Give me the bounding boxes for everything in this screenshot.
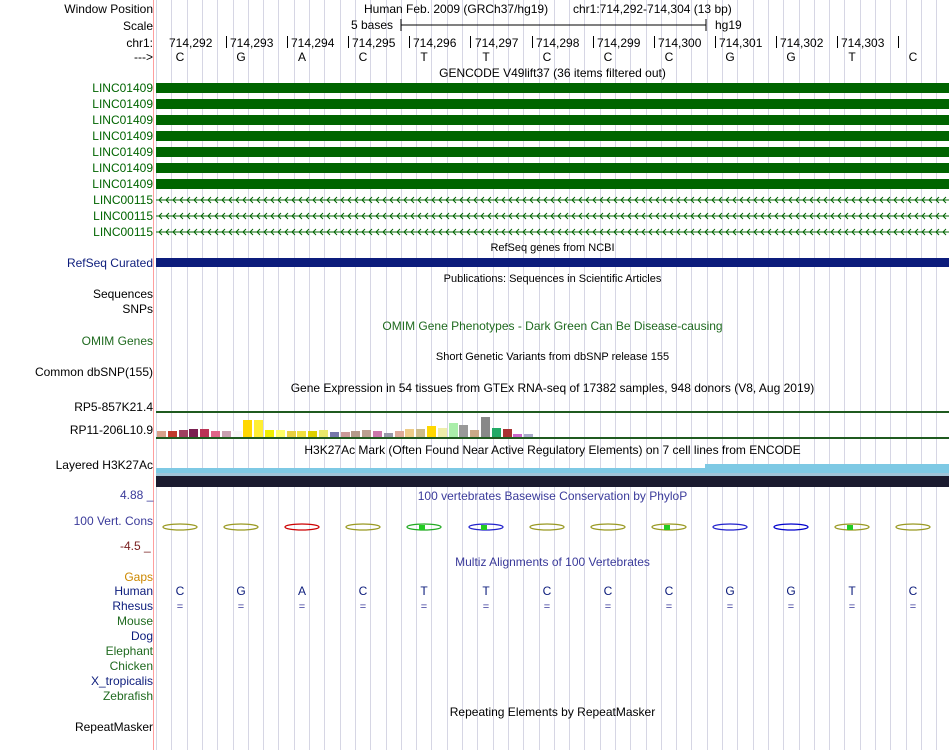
gencode-item-label[interactable]: LINC01409 [92, 113, 153, 127]
guide-line [646, 0, 647, 750]
base-letter: C [175, 50, 185, 64]
ruler-coordinate: 714,293 [230, 36, 274, 50]
phylop-base-glyph[interactable] [771, 521, 811, 541]
phylop-base-glyph[interactable] [710, 521, 750, 541]
ruler-tick [409, 36, 410, 48]
base-letter: G [786, 50, 796, 64]
guide-line [768, 0, 769, 750]
gtex-tissue-bar[interactable] [362, 430, 371, 437]
omim-genes-label[interactable]: OMIM Genes [81, 334, 153, 348]
guide-line [936, 0, 937, 750]
guide-line [630, 0, 631, 750]
gtex-tissue-bar[interactable] [427, 426, 436, 437]
gtex-tissue-bar[interactable] [459, 425, 468, 437]
rhesus-match: = [298, 601, 306, 613]
phylop-base-glyph[interactable] [282, 521, 322, 541]
guide-line [661, 0, 662, 750]
phylop-base-glyph[interactable] [160, 521, 200, 541]
h3k27ac-track-title[interactable]: H3K27Ac Mark (Often Found Near Active Regulatory Elements) on 7 cell lines from ENCODE [304, 443, 801, 457]
base-letter: C [664, 50, 674, 64]
guide-line [890, 0, 891, 750]
rhesus-match: = [420, 601, 428, 613]
guide-line [416, 0, 417, 750]
gtex-gene-label-2[interactable]: RP11-206L10.9 [69, 423, 153, 437]
species-label[interactable]: Elephant [105, 644, 153, 658]
window-position-label: Window Position [64, 2, 153, 16]
phylop-base-glyph[interactable] [221, 521, 261, 541]
base-letter: C [908, 50, 918, 64]
ruler-tick [715, 36, 716, 48]
gtex-tissue-bar[interactable] [438, 428, 447, 437]
gencode-item-label[interactable]: LINC01409 [92, 177, 153, 191]
ruler-coordinate: 714,297 [475, 36, 519, 50]
guide-line [263, 0, 264, 750]
ruler-tick [837, 36, 838, 48]
rhesus-match: = [237, 601, 245, 613]
gencode-exon-bar[interactable] [156, 115, 949, 125]
human-base: T [482, 584, 490, 598]
guide-line [921, 0, 922, 750]
phylop-max: 4.88 _ [120, 488, 154, 502]
guide-line [875, 0, 876, 750]
guide-line [783, 0, 784, 750]
guide-line [860, 0, 861, 750]
guide-line [294, 0, 295, 750]
guide-line [202, 0, 203, 750]
gencode-item-label[interactable]: LINC01409 [92, 81, 153, 95]
snps-label[interactable]: SNPs [122, 302, 153, 316]
guide-line [707, 0, 708, 750]
ruler-coordinate: 714,292 [169, 36, 213, 50]
guide-line [569, 0, 570, 750]
gencode-intron-line[interactable] [156, 210, 949, 222]
human-base: T [420, 584, 428, 598]
omim-track-title[interactable]: OMIM Gene Phenotypes - Dark Green Can Be Disease-causing [382, 319, 723, 333]
human-base: G [725, 584, 735, 598]
guide-line [539, 0, 540, 750]
phylop-base-glyph[interactable] [893, 521, 933, 541]
h3k27ac-label[interactable]: Layered H3K27Ac [55, 458, 153, 472]
guide-line [906, 0, 907, 750]
scale-bar [400, 18, 710, 32]
scale-text: 5 bases [351, 18, 394, 32]
publications-track-title[interactable]: Publications: Sequences in Scientific Articles [443, 273, 662, 285]
human-base: C [603, 584, 613, 598]
guide-line [584, 0, 585, 750]
gtex-tissue-bar[interactable] [503, 429, 512, 437]
phylop-track-title[interactable]: 100 vertebrates Basewise Conservation by PhyloP [417, 489, 688, 503]
ruler-coordinate: 714,296 [413, 36, 457, 50]
chrom-label: chr1: [126, 36, 153, 50]
strand-label: ---> [134, 50, 153, 64]
gencode-item-label[interactable]: LINC00115 [93, 209, 153, 223]
guide-line [554, 0, 555, 750]
rhesus-match: = [359, 601, 367, 613]
ruler-tick [593, 36, 594, 48]
gtex-tissue-bar[interactable] [189, 429, 198, 437]
gtex-tissue-bar[interactable] [254, 420, 263, 437]
guide-line [523, 0, 524, 750]
guide-line [477, 0, 478, 750]
guide-line [508, 0, 509, 750]
rhesus-match: = [726, 601, 734, 613]
species-label[interactable]: Zebrafish [102, 689, 153, 703]
gencode-intron-line[interactable] [156, 226, 949, 238]
ruler-tick [776, 36, 777, 48]
species-label[interactable]: X_tropicalis [90, 674, 153, 688]
guide-line [309, 0, 310, 750]
ruler-coordinate: 714,294 [291, 36, 335, 50]
gencode-exon-bar[interactable] [156, 83, 949, 93]
guide-line [187, 0, 188, 750]
gtex-track-title[interactable]: Gene Expression in 54 tissues from GTEx RNA-seq of 17382 samples, 948 donors (V8, Aug 2019) [290, 381, 815, 395]
db-text: hg19 [715, 18, 742, 32]
phylop-base-glyph[interactable] [832, 521, 872, 541]
gencode-item-label[interactable]: LINC01409 [92, 97, 153, 111]
multiz-track-title[interactable]: Multiz Alignments of 100 Vertebrates [455, 555, 650, 569]
guide-line [691, 0, 692, 750]
gtex-tissue-bar[interactable] [276, 430, 285, 437]
species-label[interactable]: Human [114, 584, 153, 598]
gtex-tissue-bar[interactable] [200, 429, 209, 437]
gtex-tissue-bar[interactable] [492, 428, 501, 437]
guide-line [676, 0, 677, 750]
species-label[interactable]: Chicken [109, 659, 153, 673]
species-label[interactable]: Dog [130, 629, 153, 643]
guide-line [278, 0, 279, 750]
phylop-base-glyph[interactable] [404, 521, 444, 541]
assembly-text: Human Feb. 2009 (GRCh37/hg19) [364, 2, 549, 16]
rhesus-match: = [482, 601, 490, 613]
ruler-coordinate: 714,298 [536, 36, 580, 50]
human-base: G [236, 584, 246, 598]
guide-line [844, 0, 845, 750]
ruler-coordinate: 714,301 [719, 36, 763, 50]
gtex-tissue-bar[interactable] [243, 420, 252, 437]
guide-line [722, 0, 723, 750]
gencode-track-title[interactable]: GENCODE V49lift37 (36 items filtered out) [439, 66, 666, 80]
gencode-item-label[interactable]: LINC01409 [92, 161, 153, 175]
guide-line [737, 0, 738, 750]
human-base: C [908, 584, 918, 598]
ruler-coordinate: 714,300 [658, 36, 702, 50]
rhesus-match: = [604, 601, 612, 613]
gencode-exon-bar[interactable] [156, 179, 949, 189]
base-letter: C [358, 50, 368, 64]
guide-line [233, 0, 234, 750]
human-base: C [358, 584, 368, 598]
guide-line [370, 0, 371, 750]
ruler-tick [654, 36, 655, 48]
human-base: C [175, 584, 185, 598]
phylop-min: -4.5 _ [120, 539, 151, 553]
scale-label: Scale [122, 19, 153, 33]
ruler-tick [898, 36, 899, 48]
human-base: A [297, 584, 306, 598]
gtex-tissue-bar[interactable] [265, 430, 274, 437]
human-base: T [848, 584, 856, 598]
gencode-item-label[interactable]: LINC00115 [93, 193, 153, 207]
guide-line [462, 0, 463, 750]
gtex-tissue-bar[interactable] [481, 417, 490, 437]
phylop-base-glyph[interactable] [343, 521, 383, 541]
gtex-tissue-bar[interactable] [470, 430, 479, 437]
human-base: C [542, 584, 552, 598]
gtex-tissue-bar[interactable] [405, 429, 414, 437]
rhesus-match: = [543, 601, 551, 613]
guide-line [600, 0, 601, 750]
guide-line [217, 0, 218, 750]
gencode-exon-bar[interactable] [156, 147, 949, 157]
gencode-item-label[interactable]: LINC01409 [92, 129, 153, 143]
guide-line [753, 0, 754, 750]
gaps-label[interactable]: Gaps [124, 570, 153, 584]
gtex-gene-line-1[interactable] [156, 411, 949, 413]
human-base: G [786, 584, 796, 598]
base-letter: G [236, 50, 246, 64]
guide-line [493, 0, 494, 750]
refseq-gene-bar[interactable] [156, 258, 949, 267]
gtex-tissue-bar[interactable] [416, 429, 425, 437]
ruler-tick [287, 36, 288, 48]
base-letter: C [542, 50, 552, 64]
gencode-item-label[interactable]: LINC01409 [92, 145, 153, 159]
repeatmasker-label[interactable]: RepeatMasker [74, 720, 153, 734]
species-label[interactable]: Rhesus [112, 599, 153, 613]
guide-line [814, 0, 815, 750]
refseq-track-title[interactable]: RefSeq genes from NCBI [490, 242, 615, 254]
ruler-tick [226, 36, 227, 48]
species-label[interactable]: Mouse [116, 614, 153, 628]
guide-line [799, 0, 800, 750]
guide-line [324, 0, 325, 750]
base-letter: T [848, 50, 856, 64]
gtex-tissue-bar[interactable] [319, 430, 328, 437]
refseq-curated-label[interactable]: RefSeq Curated [66, 256, 153, 270]
ruler-coordinate: 714,299 [597, 36, 641, 50]
ruler-tick [470, 36, 471, 48]
sequences-label[interactable]: Sequences [92, 287, 153, 301]
base-letter: C [603, 50, 613, 64]
gencode-intron-line[interactable] [156, 194, 949, 206]
base-letter: T [482, 50, 490, 64]
gtex-gene-label-1[interactable]: RP5-857K21.4 [74, 400, 153, 414]
rhesus-match: = [665, 601, 673, 613]
rhesus-match: = [787, 601, 795, 613]
gtex-tissue-bar[interactable] [449, 423, 458, 437]
ruler-coordinate: 714,302 [780, 36, 824, 50]
ruler-tick [532, 36, 533, 48]
gencode-exon-bar[interactable] [156, 99, 949, 109]
guide-line [829, 0, 830, 750]
guide-line [340, 0, 341, 750]
base-letter: A [297, 50, 306, 64]
rhesus-match: = [848, 601, 856, 613]
phylop-base-glyph[interactable] [588, 521, 628, 541]
gtex-gene-line-2[interactable] [156, 437, 949, 439]
rhesus-match: = [909, 601, 917, 613]
guide-line [355, 0, 356, 750]
guide-line [386, 0, 387, 750]
h3k27ac-layer-dark[interactable] [156, 476, 949, 487]
ruler-coordinate: 714,303 [841, 36, 885, 50]
guide-line [447, 0, 448, 750]
dbsnp-label[interactable]: Common dbSNP(155) [34, 365, 153, 379]
human-base: C [664, 584, 674, 598]
phylop-base-glyph[interactable] [527, 521, 567, 541]
range-text: chr1:714,292-714,304 (13 bp) [573, 2, 732, 16]
phylop-base-glyph[interactable] [649, 521, 689, 541]
gencode-exon-bar[interactable] [156, 163, 949, 173]
repeatmasker-track-title[interactable]: Repeating Elements by RepeatMasker [449, 705, 656, 719]
phylop-label[interactable]: 100 Vert. Cons [73, 514, 153, 528]
guide-line [401, 0, 402, 750]
h3k27ac-layer-peak[interactable] [705, 464, 949, 473]
rhesus-match: = [176, 601, 184, 613]
guide-line [171, 0, 172, 750]
phylop-base-glyph[interactable] [466, 521, 506, 541]
guide-line [248, 0, 249, 750]
label-separator [153, 0, 154, 750]
gencode-exon-bar[interactable] [156, 131, 949, 141]
gtex-tissue-bar[interactable] [179, 430, 188, 437]
guide-line [615, 0, 616, 750]
base-letter: T [420, 50, 428, 64]
guide-line [431, 0, 432, 750]
ruler-coordinate: 714,295 [352, 36, 396, 50]
guide-line [156, 0, 157, 750]
ruler-tick [348, 36, 349, 48]
dbsnp-track-title[interactable]: Short Genetic Variants from dbSNP release 155 [435, 351, 670, 363]
gencode-item-label[interactable]: LINC00115 [93, 225, 153, 239]
base-letter: G [725, 50, 735, 64]
